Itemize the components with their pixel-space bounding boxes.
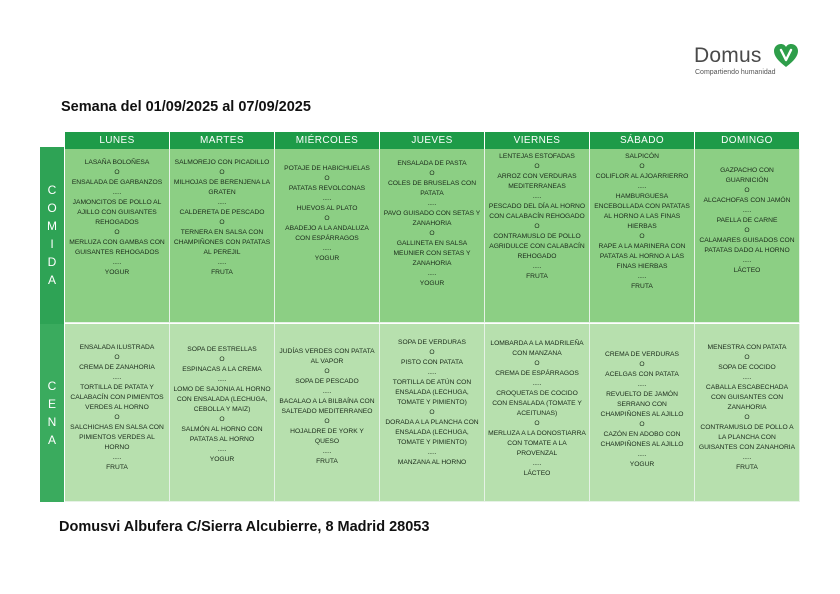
menu-line: ..... <box>742 374 752 381</box>
menu-line: ESPINACAS A LA CREMA <box>182 366 262 373</box>
menu-line: ..... <box>322 245 332 252</box>
comida-cell-viernes <box>485 149 590 323</box>
menu-dishes <box>383 338 481 468</box>
menu-line: LOMO DE SAJONIA AL HORNO CON ENSALADA (LECHUGA, CEBOLLA Y MAIZ) <box>173 386 271 413</box>
menu-line: ..... <box>217 376 227 383</box>
cena-cell-viernes <box>485 324 590 502</box>
menu-line: O <box>114 229 120 236</box>
menu-line: MILHOJAS DE BERENJENA LA GRATEN <box>173 179 271 196</box>
menu-line: LOMBARDA A LA MADRILEÑA CON MANZANA <box>490 340 584 357</box>
menu-line: O <box>534 360 540 367</box>
menu-line: FRUTA <box>106 464 128 471</box>
menu-line: O <box>324 418 330 425</box>
menu-line: ARROZ CON VERDURAS MEDITERRANEAS <box>497 173 577 190</box>
menu-line: O <box>744 227 750 234</box>
menu-line: ..... <box>112 454 122 461</box>
menu-line: MERLUZA CON GAMBAS CON GUISANTES REHOGADOS <box>69 239 165 256</box>
menu-line: ..... <box>322 388 332 395</box>
menu-dishes <box>698 166 796 276</box>
side-label-cena <box>40 324 64 502</box>
menu-dishes <box>278 164 376 264</box>
menu-line: O <box>744 187 750 194</box>
menu-line: O <box>744 354 750 361</box>
menu-line: GALLINETA EN SALSA MEUNIER CON SETAS Y ZANAHORIA <box>393 240 471 267</box>
menu-line: PISTO CON PATATA <box>400 359 464 366</box>
menu-line: PESCADO DEL DÍA AL HORNO CON CALABACÍN REHOGADO <box>488 203 586 220</box>
menu-line: PAELLA DE CARNE <box>716 217 778 224</box>
menu-line: JAMONCITOS DE POLLO AL AJILLO CON GUISANTES REHOGADOS <box>72 199 162 226</box>
menu-line: O <box>639 361 645 368</box>
weekly-menu-table <box>40 132 800 504</box>
menu-line: O <box>429 170 435 177</box>
menu-dishes <box>488 152 586 282</box>
menu-line: ..... <box>742 257 752 264</box>
menu-line: O <box>429 409 435 416</box>
menu-line: O <box>534 163 540 170</box>
menu-line: YOGUR <box>104 269 130 276</box>
menu-line: FRUTA <box>736 464 758 471</box>
menu-line: CREMA DE ZANAHORIA <box>79 364 155 371</box>
menu-line: SALMÓN AL HORNO CON PATATAS AL HORNO <box>181 426 263 443</box>
menu-line: FRUTA <box>631 283 653 290</box>
comida-cell-lunes <box>65 149 170 323</box>
menu-line: O <box>114 354 120 361</box>
menu-line: FRUTA <box>211 269 233 276</box>
side-label-comida <box>40 147 64 324</box>
menu-line: LÁCTEO <box>523 470 551 477</box>
cena-cell-martes <box>170 324 275 502</box>
menu-line: O <box>534 223 540 230</box>
menu-line: PATATAS REVOLCONAS <box>288 185 366 192</box>
menu-line: YOGUR <box>419 280 445 287</box>
menu-line: ..... <box>427 449 437 456</box>
menu-line: ..... <box>217 446 227 453</box>
menu-line: POTAJE DE HABICHUELAS <box>284 165 370 172</box>
side-letter: D <box>47 255 57 269</box>
menu-dishes <box>593 152 691 292</box>
menu-line: ..... <box>112 374 122 381</box>
menu-line: ..... <box>217 199 227 206</box>
menu-line: ENSALADA ILUSTRADA <box>79 344 155 351</box>
menu-line: CONTRAMUSLO DE POLLO AGRIDULCE CON CALABACÍN REHOGADO <box>489 233 585 260</box>
menu-line: ..... <box>532 380 542 387</box>
cena-cell-lunes <box>65 324 170 502</box>
menu-line: ALCACHOFAS CON JAMÓN <box>703 197 791 204</box>
menu-line: O <box>324 368 330 375</box>
menu-line: ..... <box>427 270 437 277</box>
menu-line: ..... <box>112 189 122 196</box>
menu-line: LENTEJAS ESTOFADAS <box>499 153 575 160</box>
menu-line: O <box>534 420 540 427</box>
day-header-jueves: JUEVES <box>380 132 485 149</box>
menu-line: FRUTA <box>316 458 338 465</box>
menu-line: HOJALDRE DE YORK Y QUESO <box>290 428 364 445</box>
menu-line: GAZPACHO CON GUARNICIÓN <box>720 167 774 184</box>
menu-line: ABADEJO A LA ANDALUZA CON ESPÁRRAGOS <box>285 225 369 242</box>
menu-line: JUDÍAS VERDES CON PATATA AL VAPOR <box>279 348 375 365</box>
menu-line: O <box>639 163 645 170</box>
comida-cell-jueves <box>380 149 485 323</box>
side-letter: E <box>47 396 56 411</box>
menu-line: O <box>114 169 120 176</box>
cena-cell-miércoles <box>275 324 380 502</box>
menu-dishes <box>593 350 691 470</box>
menu-line: ..... <box>637 273 647 280</box>
menu-line: ..... <box>742 454 752 461</box>
menu-line: TORTILLA DE ATÚN CON ENSALADA (LECHUGA, TOMATE Y PIMIENTO) <box>392 379 472 406</box>
menu-line: O <box>429 349 435 356</box>
menu-dishes <box>278 347 376 467</box>
menu-line: ENSALADA DE PASTA <box>397 160 467 167</box>
menu-line: ..... <box>112 259 122 266</box>
menu-line: SALMOREJO CON PICADILLO <box>174 159 270 166</box>
day-header-viernes: VIERNES <box>485 132 590 149</box>
heart-v-icon <box>772 42 800 70</box>
menu-line: ..... <box>427 369 437 376</box>
menu-line: O <box>429 230 435 237</box>
menu-line: ..... <box>742 207 752 214</box>
menu-line: TERNERA EN SALSA CON CHAMPIÑONES CON PATATAS AL PEREJIL <box>173 229 271 256</box>
menu-line: CALDERETA DE PESCADO <box>179 209 265 216</box>
menu-line: O <box>744 414 750 421</box>
comida-cell-martes <box>170 149 275 323</box>
menu-line: COLES DE BRUSELAS CON PATATA <box>387 180 477 197</box>
menu-line: O <box>639 233 645 240</box>
day-header-martes: MARTES <box>170 132 275 149</box>
menu-dishes <box>173 158 271 278</box>
menu-dishes <box>68 343 166 473</box>
side-letter: O <box>47 201 57 215</box>
menu-line: SOPA DE VERDURAS <box>398 339 466 346</box>
menu-line: YOGUR <box>629 461 655 468</box>
menu-line: O <box>219 416 225 423</box>
menu-line: RAPE A LA MARINERA CON PATATAS AL HORNO A LAS FINAS HIERBAS <box>598 243 686 270</box>
menu-line: CAZÓN EN ADOBO CON CHAMPIÑONES AL AJILLO <box>600 431 684 448</box>
cena-cell-jueves <box>380 324 485 502</box>
menu-line: CABALLA ESCABECHADA CON GUISANTES CON ZANAHORIA <box>705 384 789 411</box>
cena-cell-sábado <box>590 324 695 502</box>
menu-line: CALAMARES GUISADOS CON PATATAS DADO AL HORNO <box>699 237 795 254</box>
menu-line: ..... <box>427 200 437 207</box>
comida-cell-miércoles <box>275 149 380 323</box>
side-letter: M <box>47 219 57 233</box>
day-header-sabado: SÁBADO <box>590 132 695 149</box>
logo-wordmark: Domus <box>694 44 762 67</box>
menu-line: MANZANA AL HORNO <box>397 459 467 466</box>
menu-line: O <box>114 414 120 421</box>
menu-line: REVUELTO DE JAMÓN SERRANO CON CHAMPIÑONES AL AJILLO <box>600 391 684 418</box>
cena-cell-domingo <box>695 324 800 502</box>
side-letter: I <box>50 237 54 251</box>
menu-dishes <box>488 339 586 479</box>
menu-line: ..... <box>217 259 227 266</box>
menu-dishes <box>698 343 796 473</box>
side-letter: A <box>47 273 56 287</box>
comida-cell-domingo <box>695 149 800 323</box>
menu-line: O <box>639 421 645 428</box>
menu-line: CREMA DE VERDURAS <box>605 351 679 358</box>
menu-line: SALCHICHAS EN SALSA CON PIMIENTOS VERDES AL HORNO <box>70 424 164 451</box>
menu-line: ENSALADA DE GARBANZOS <box>71 179 163 186</box>
menu-line: ..... <box>637 381 647 388</box>
day-header-lunes: LUNES <box>65 132 170 149</box>
side-letter: C <box>47 378 57 393</box>
menu-line: MENESTRA CON PATATA <box>707 344 787 351</box>
footer-address: Domusvi Albufera C/Sierra Alcubierre, 8 Madrid 28053 <box>59 519 430 535</box>
menu-line: SOPA DE ESTRELLAS <box>187 346 257 353</box>
week-title: Semana del 01/09/2025 al 07/09/2025 <box>61 99 311 115</box>
menu-line: FRUTA <box>526 273 548 280</box>
menu-line: DORADA A LA PLANCHA CON ENSALADA (LECHUGA, TOMATE Y PIMIENTO) <box>385 419 479 446</box>
menu-line: CONTRAMUSLO DE POLLO A LA PLANCHA CON GUISANTES CON ZANAHORIA <box>698 424 796 451</box>
menu-line: SOPA DE PESCADO <box>295 378 359 385</box>
day-header-domingo: DOMINGO <box>695 132 800 149</box>
menu-line: ..... <box>322 195 332 202</box>
side-letter: C <box>47 183 57 197</box>
menu-line: HAMBURGUESA ENCEBOLLADA CON PATATAS AL HORNO A LAS FINAS HIERBAS <box>594 193 690 230</box>
side-letter: A <box>47 432 56 447</box>
menu-line: LASAÑA BOLOÑESA <box>84 159 150 166</box>
menu-line: O <box>324 175 330 182</box>
menu-line: ..... <box>322 448 332 455</box>
menu-line: O <box>219 169 225 176</box>
side-letter: N <box>47 414 57 429</box>
menu-line: CROQUETAS DE COCIDO CON ENSALADA (TOMATE Y ACEITUNAS) <box>492 390 582 417</box>
cena-row <box>65 324 800 502</box>
menu-line: YOGUR <box>314 255 340 262</box>
comida-row <box>65 149 800 323</box>
menu-dishes <box>173 345 271 465</box>
menu-line: O <box>324 215 330 222</box>
menu-line: SOPA DE COCIDO <box>718 364 776 371</box>
menu-line: HUEVOS AL PLATO <box>296 205 358 212</box>
logo-tagline: Compartiendo humanidad <box>695 69 776 76</box>
day-header-miercoles: MIÉRCOLES <box>275 132 380 149</box>
domusvi-logo <box>694 42 814 82</box>
menu-line: BACALAO A LA BILBAÍNA CON SALTEADO MEDITERRANEO <box>279 398 375 415</box>
menu-line: O <box>219 219 225 226</box>
menu-line: COLIFLOR AL AJOARRIERRO <box>595 173 689 180</box>
menu-line: YOGUR <box>209 456 235 463</box>
menu-line: ..... <box>532 263 542 270</box>
menu-line: ..... <box>532 193 542 200</box>
menu-line: SALPICÓN <box>625 153 659 160</box>
menu-line: MERLUZA A LA DONOSTIARRA CON TOMATE A LA PROVENZAL <box>488 430 586 457</box>
menu-line: PAVO GUISADO CON SETAS Y ZANAHORIA <box>383 210 481 227</box>
menu-line: CREMA DE ESPÁRRAGOS <box>495 370 579 377</box>
menu-line: LÁCTEO <box>733 267 761 274</box>
day-header-row <box>65 132 800 149</box>
comida-cell-sábado <box>590 149 695 323</box>
menu-dishes <box>383 159 481 289</box>
menu-line: ..... <box>532 460 542 467</box>
menu-line: ..... <box>637 451 647 458</box>
menu-line: ..... <box>637 183 647 190</box>
menu-line: TORTILLA DE PATATA Y CALABACÍN CON PIMIENTOS VERDES AL HORNO <box>70 384 164 411</box>
menu-line: O <box>219 356 225 363</box>
menu-dishes <box>68 158 166 278</box>
menu-line: ACELGAS CON PATATA <box>605 371 679 378</box>
